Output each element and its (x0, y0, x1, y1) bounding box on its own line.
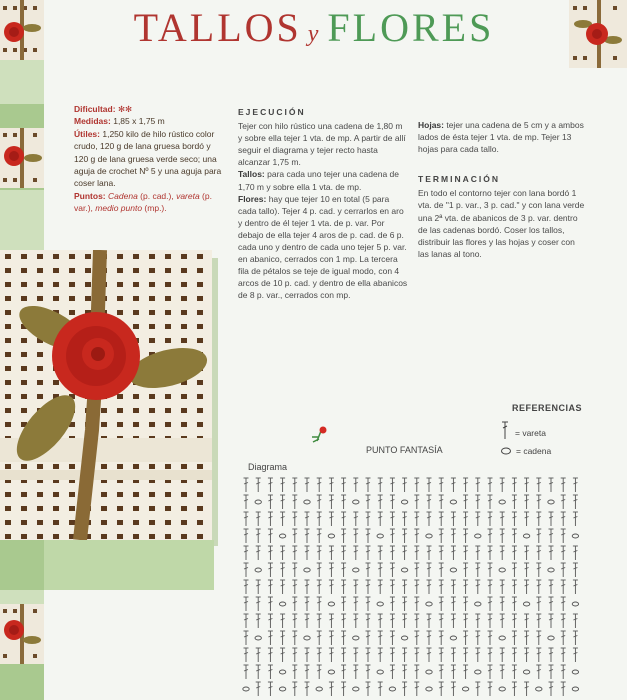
referencias-title: REFERENCIAS (512, 403, 583, 413)
cadena-stitch (475, 602, 481, 606)
cadena-stitch (279, 602, 285, 606)
cadena-stitch (353, 636, 359, 640)
hojas-column (418, 119, 588, 260)
cadena-stitch (353, 568, 359, 572)
cadena-symbol-icon (500, 446, 512, 456)
rose-tile-bottom-left (0, 604, 44, 664)
small-rose-icon (309, 425, 331, 445)
ejecucion-intro: Tejer con hilo rústico una cadena de 1,80 m y sobre ella tejer 1 vta. de mp. A partir de allí seguir el diagrama y tejer recto hasta alcanzar 1,75 m. (238, 121, 406, 168)
rose-tile-left (0, 128, 44, 188)
stitch-diagram (238, 474, 624, 700)
cadena-stitch (548, 500, 554, 504)
cadena-stitch (572, 687, 578, 691)
tallos-paragraph: Tallos: para cada uno tejer una cadena de 1,70 m y sobre ella 1 vta. de mp. (238, 169, 399, 192)
cadena-stitch (499, 687, 505, 691)
cadena-stitch (255, 500, 261, 504)
difficulty-line: Dificultad: ✻✻ (74, 104, 133, 114)
cadena-stitch (426, 687, 432, 691)
page-title (60, 4, 568, 54)
cadena-stitch (536, 687, 542, 691)
title-word-flores: FLORES (327, 5, 495, 50)
cadena-stitch (499, 636, 505, 640)
ejecucion-heading: EJECUCIÓN (238, 107, 306, 117)
cadena-stitch (548, 568, 554, 572)
title-word-tallos: TALLOS (133, 5, 302, 50)
cadena-stitch (316, 687, 322, 691)
difficulty-stars: ✻✻ (117, 104, 133, 114)
strip-light-band (0, 190, 44, 250)
cadena-stitch (475, 534, 481, 538)
cadena-stitch (572, 670, 578, 674)
cadena-stitch (279, 670, 285, 674)
terminacion-heading: TERMINACIÓN (418, 174, 500, 185)
cadena-stitch (401, 568, 407, 572)
flores-paragraph: Flores: hay que tejer 10 en total (5 para cada tallo). Tejer 4 p. cad. y cerrarlos en aro y dentro de él tejer 1 vta. de p. var. Por debajo de ella tejer 4 aros de p. cad. de 6 p. cada uno y dentro de cada uno tejer 5 p. var. en abanico, cerrados con 1 mp. La tercera fila de pétalos se teje de igual modo, con 4 arcos de 10 p. cad. y dentro de ella abanicos de 8 p. var., cerrados con mp. (238, 193, 408, 301)
cadena-stitch (353, 500, 359, 504)
materials-block (74, 103, 224, 215)
cadena-stitch (572, 534, 578, 538)
cadena-stitch (450, 568, 456, 572)
cadena-stitch (353, 687, 359, 691)
size-line: Medidas: 1,85 x 1,75 m (74, 116, 165, 127)
cadena-stitch (401, 636, 407, 640)
vareta-symbol-icon (500, 420, 510, 440)
diagram-title: PUNTO FANTASÍA (366, 445, 443, 455)
cadena-stitch (548, 636, 554, 640)
cadena-stitch (450, 636, 456, 640)
title-connector: y (307, 21, 322, 47)
cadena-stitch (304, 568, 310, 572)
stitches-line: Puntos: Cadena (p. cad.), vareta (p. var.), medio punto (mp.). (74, 190, 212, 214)
cadena-stitch (279, 534, 285, 538)
cadena-stitch (499, 568, 505, 572)
cadena-stitch (426, 602, 432, 606)
terminacion-paragraph: En todo el contorno tejer con lana bordó 1 vta. de "1 p. var., 3 p. cad." y con lana verde una 2ª vta. de abanicos de 3 p. var. dentro de las cadenas bordó. Coser los tallos, distribuir las flores y las hojas y coser con las lanas al tono. (418, 188, 585, 259)
cadena-stitch (475, 670, 481, 674)
crochet-rose-photo (0, 250, 212, 540)
cadena-stitch (328, 534, 334, 538)
photo-shadow (212, 258, 218, 546)
cadena-stitch (450, 500, 456, 504)
cadena-stitch (243, 687, 249, 691)
cadena-stitch (462, 687, 468, 691)
cadena-stitch (523, 534, 529, 538)
cadena-stitch (572, 602, 578, 606)
cadena-stitch (304, 500, 310, 504)
cadena-stitch (401, 500, 407, 504)
strip-light-band (0, 590, 44, 604)
cadena-stitch (279, 687, 285, 691)
tools-line: Útiles: 1,250 kilo de hilo rústico color crudo, 120 g de lana gruesa bordó y 120 g de lana gruesa verde seco; una aguja de crochet Nº 5 y una aguja para coser lana. (74, 128, 222, 189)
cadena-stitch (377, 534, 383, 538)
rose-tile-top-left (0, 0, 44, 60)
cadena-stitch (523, 670, 529, 674)
cadena-stitch (499, 500, 505, 504)
strip-light-band (0, 60, 44, 104)
cadena-stitch (523, 602, 529, 606)
diagram-label: Diagrama (248, 462, 288, 472)
green-panel (44, 540, 214, 590)
cadena-stitch (426, 534, 432, 538)
cadena-stitch (377, 602, 383, 606)
rose-tile-top-right (569, 0, 627, 68)
ejecucion-column (238, 106, 408, 302)
cadena-stitch (389, 687, 395, 691)
cadena-stitch (328, 602, 334, 606)
cadena-stitch (426, 670, 432, 674)
cadena-stitch (328, 670, 334, 674)
cadena-stitch (255, 568, 261, 572)
cadena-stitch (304, 636, 310, 640)
cadena-stitch (255, 636, 261, 640)
hojas-paragraph: Hojas: tejer una cadena de 5 cm y a ambos lados de ésta tejer 1 vta. de mp. Tejer 13 hojas para cada tallo. (418, 120, 584, 155)
cadena-stitch (377, 670, 383, 674)
